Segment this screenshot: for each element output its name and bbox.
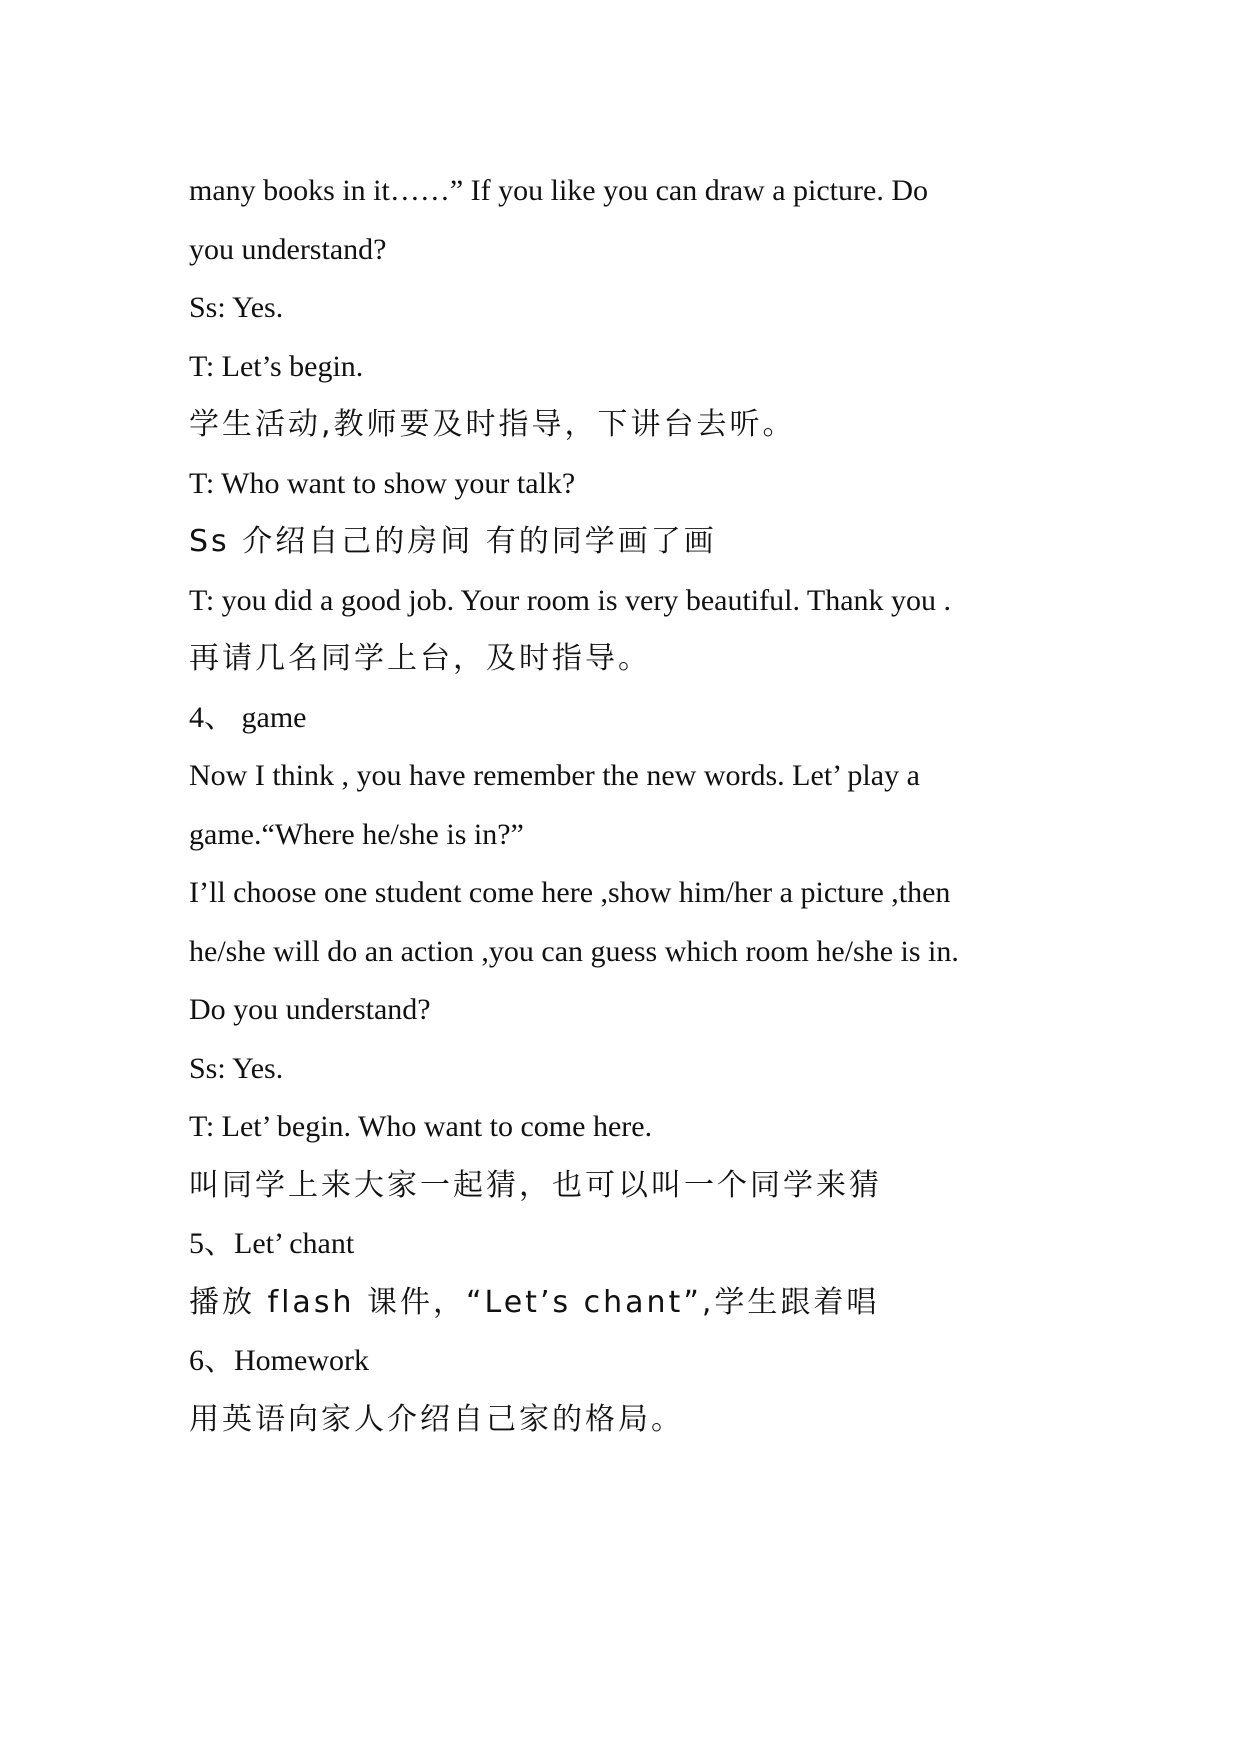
section-heading: 5、Let’ chant — [189, 1227, 355, 1260]
text-line: 再请几名同学上台，及时指导。 — [189, 641, 651, 676]
text-line: I’ll choose one student come here ,show him/her a picture ,then — [189, 876, 951, 909]
text-line: T: you did a good job. Your room is very beautiful. Thank you . — [189, 583, 952, 617]
section-heading: 4、 game — [189, 700, 307, 734]
text-line: Now I think , you have remember the new words. Let’ play a — [189, 759, 920, 792]
text-line: 用英语向家人介绍自己家的格局。 — [189, 1401, 684, 1437]
text-line: game.“Where he/she is in?” — [189, 817, 524, 851]
text-line: T: Let’ begin. Who want to come here. — [189, 1110, 653, 1143]
text-line: 叫同学上来大家一起猜，也可以叫一个同学来猜 — [189, 1167, 882, 1203]
document-body — [189, 162, 1089, 1449]
text-line: T: Let’s begin. — [189, 349, 364, 383]
text-line: 播放 flash 课件，“Let’s chant”,学生跟着唱 — [189, 1284, 880, 1320]
section-heading: 6、Homework — [189, 1344, 369, 1377]
text-line: Ss: Yes. — [189, 1051, 284, 1085]
text-line: Ss: Yes. — [189, 291, 284, 324]
text-line: many books in it……” If you like you can draw a picture. Do — [189, 174, 928, 207]
text-line: you understand? — [189, 232, 387, 266]
text-line: he/she will do an action ,you can guess which room he/she is in. — [189, 934, 959, 968]
text-line: 学生活动,教师要及时指导，下讲台去听。 — [189, 407, 796, 442]
text-line: T: Who want to show your talk? — [189, 466, 576, 500]
text-line: Do you understand? — [189, 993, 431, 1026]
text-line: Ss 介绍自己的房间 有的同学画了画 — [189, 524, 717, 559]
